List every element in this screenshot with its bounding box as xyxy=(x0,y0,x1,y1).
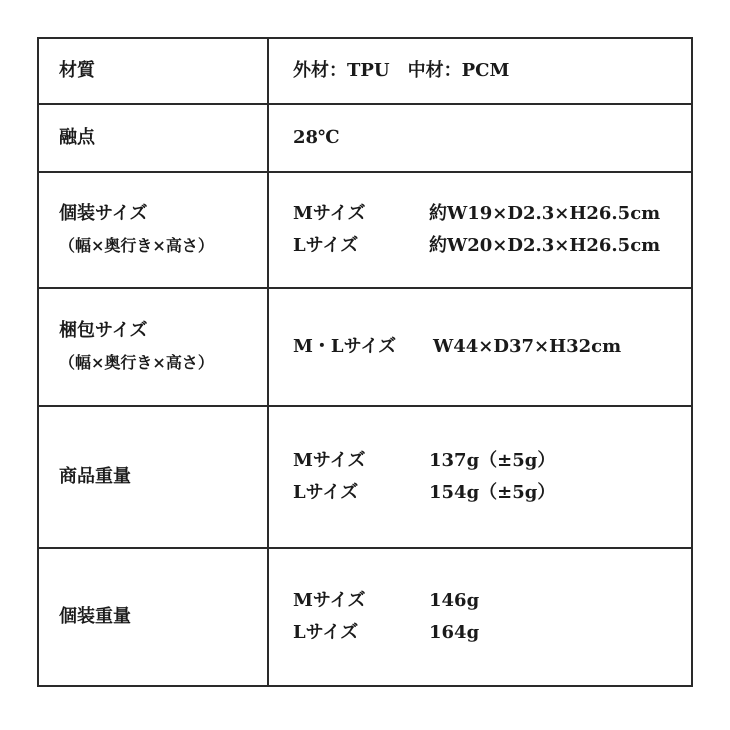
size-key: Mサイズ xyxy=(293,590,366,611)
size-key: Mサイズ xyxy=(293,450,366,471)
row-value xyxy=(268,406,692,548)
size-value: W44×D37×H32cm xyxy=(433,336,622,357)
row-product-weight xyxy=(38,406,692,548)
row-value xyxy=(268,38,692,104)
weight-value: 164g xyxy=(429,622,480,643)
row-label xyxy=(38,172,268,288)
label-shipping-size: 梱包サイズ xyxy=(59,320,148,341)
row-shipping-size xyxy=(38,288,692,406)
value-line xyxy=(293,331,691,363)
row-package-weight xyxy=(38,548,692,686)
value-material: 外材：TPU 中材：PCM xyxy=(293,60,510,81)
row-label xyxy=(38,288,268,406)
row-label xyxy=(38,38,268,104)
label-material: 材質 xyxy=(59,60,95,81)
row-value xyxy=(268,172,692,288)
label-product-weight: 商品重量 xyxy=(59,466,131,487)
row-value xyxy=(268,288,692,406)
weight-value: 154g（±5g） xyxy=(429,482,556,503)
weight-value: 146g xyxy=(429,590,480,611)
value-melting-point: 28℃ xyxy=(293,127,340,148)
value-line xyxy=(293,445,691,477)
size-key: Lサイズ xyxy=(293,482,359,503)
value-line xyxy=(293,617,691,649)
row-melting-point xyxy=(38,104,692,172)
value-line xyxy=(293,230,691,262)
row-label xyxy=(38,548,268,686)
value-line xyxy=(293,198,691,230)
row-value xyxy=(268,548,692,686)
value-line xyxy=(293,585,691,617)
size-key: M・Lサイズ xyxy=(293,336,397,357)
size-key: Lサイズ xyxy=(293,622,359,643)
size-value: 約W20×D2.3×H26.5cm xyxy=(429,235,661,256)
sublabel-shipping-size: （幅×奥行き×高さ） xyxy=(59,353,214,372)
row-label xyxy=(38,406,268,548)
value-line xyxy=(293,477,691,509)
size-key: Mサイズ xyxy=(293,203,366,224)
row-value xyxy=(268,104,692,172)
size-key: Lサイズ xyxy=(293,235,359,256)
sublabel-package-size: （幅×奥行き×高さ） xyxy=(59,236,214,255)
spec-table xyxy=(37,37,693,687)
row-package-size xyxy=(38,172,692,288)
row-label xyxy=(38,104,268,172)
label-melting-point: 融点 xyxy=(59,127,95,148)
size-value: 約W19×D2.3×H26.5cm xyxy=(429,203,661,224)
row-material xyxy=(38,38,692,104)
weight-value: 137g（±5g） xyxy=(429,450,556,471)
label-package-size: 個装サイズ xyxy=(59,203,148,224)
label-package-weight: 個装重量 xyxy=(59,606,131,627)
